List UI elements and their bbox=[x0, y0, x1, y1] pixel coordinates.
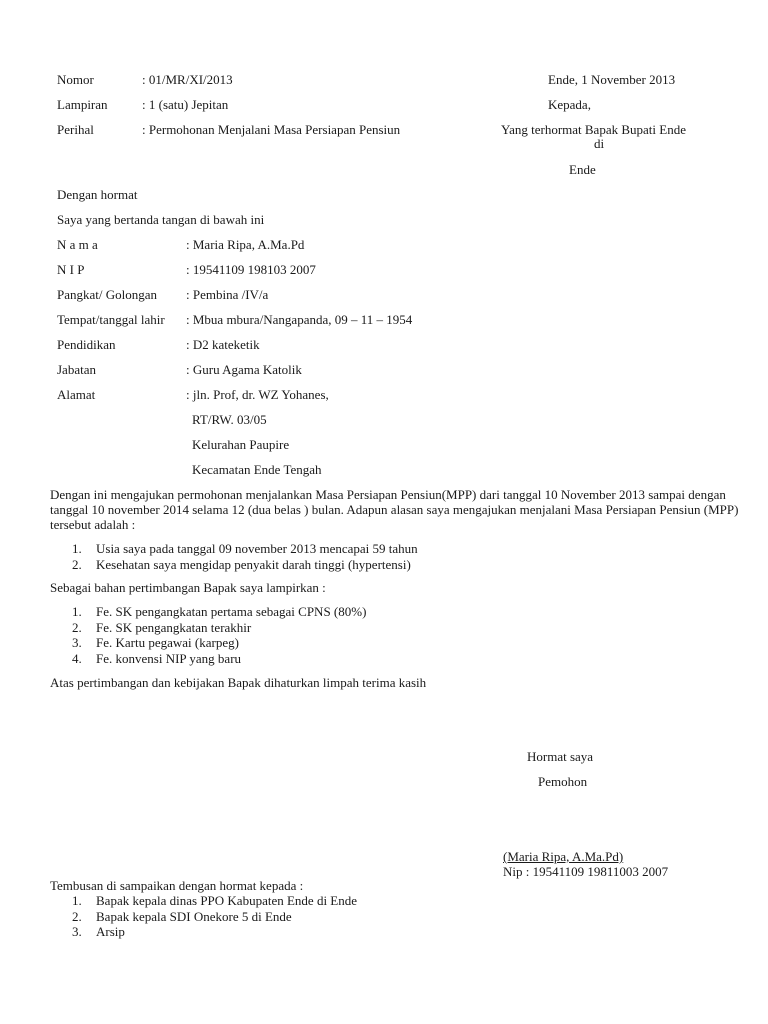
body-paragraph: Dengan ini mengajukan permohonan menjalankan Masa Persiapan Pensiun(MPP) dari tanggal 10 November 2013 sampai dengan tanggal 10 november 2014 selama 12 (dua belas ) bulan. Adapun alasan saya mengajukan menjalani Masa Persiapan Pensiun (MPP) tersebut adalah : bbox=[50, 487, 739, 532]
lampiran-value: : 1 (satu) Jepitan bbox=[142, 97, 229, 112]
list-number: 1. bbox=[72, 541, 82, 556]
list-number: 2. bbox=[72, 619, 82, 635]
list-number: 3. bbox=[72, 635, 82, 650]
cc-intro: Tembusan di sampaikan dengan hormat kepada : bbox=[50, 878, 304, 893]
list-item bbox=[50, 620, 366, 636]
addressee: Yang terhormat Bapak Bupati Ende bbox=[501, 122, 686, 137]
identity-label: Tempat/tanggal lahir bbox=[57, 312, 165, 327]
signature-name: (Maria Ripa, A.Ma.Pd) bbox=[503, 849, 624, 864]
nomor-value: : 01/MR/XI/2013 bbox=[142, 72, 233, 87]
identity-value: : 19541109 198103 2007 bbox=[186, 262, 316, 277]
list-number: 4. bbox=[72, 650, 82, 666]
list-number: 2. bbox=[72, 556, 82, 572]
nomor-label: Nomor bbox=[57, 72, 94, 87]
identity-label: Pangkat/ Golongan bbox=[57, 287, 158, 302]
list-text: Fe. SK pengangkatan terakhir bbox=[96, 619, 252, 635]
identity-value: : Guru Agama Katolik bbox=[186, 362, 302, 377]
signature-role: Pemohon bbox=[538, 774, 588, 789]
perihal-value: : Permohonan Menjalani Masa Persiapan Pensiun bbox=[142, 122, 401, 137]
list-text: Fe. konvensi NIP yang baru bbox=[96, 650, 242, 666]
address-line: RT/RW. 03/05 bbox=[192, 412, 267, 427]
list-text: Bapak kepala dinas PPO Kabupaten Ende di Ende bbox=[96, 893, 358, 908]
identity-label: Jabatan bbox=[57, 362, 96, 377]
list-item bbox=[50, 924, 357, 940]
list-text: Kesehatan saya mengidap penyakit darah tinggi (hypertensi) bbox=[96, 556, 411, 572]
identity-label: Pendidikan bbox=[57, 337, 116, 352]
identity-value: : Mbua mbura/Nangapanda, 09 – 11 – 1954 bbox=[186, 312, 413, 327]
addressee-di: di bbox=[594, 136, 605, 151]
list-text: Bapak kepala SDI Onekore 5 di Ende bbox=[96, 908, 292, 924]
signature-nip: Nip : 19541109 19811003 2007 bbox=[503, 864, 669, 879]
place-date: Ende, 1 November 2013 bbox=[548, 72, 676, 87]
identity-value: : jln. Prof, dr. WZ Yohanes, bbox=[186, 387, 329, 402]
list-text: Usia saya pada tanggal 09 november 2013 mencapai 59 tahun bbox=[96, 541, 418, 556]
address-line: Kelurahan Paupire bbox=[192, 437, 290, 452]
intro-text: Saya yang bertanda tangan di bawah ini bbox=[57, 212, 265, 227]
list-item bbox=[50, 557, 418, 573]
list-number: 2. bbox=[72, 908, 82, 924]
list-item bbox=[50, 541, 418, 557]
identity-value: : Pembina /IV/a bbox=[186, 287, 269, 302]
kepada-text: Kepada, bbox=[548, 97, 591, 112]
list-item bbox=[50, 893, 357, 909]
attachments-intro: Sebagai bahan pertimbangan Bapak saya lampirkan : bbox=[50, 580, 326, 595]
perihal-label: Perihal bbox=[57, 122, 94, 137]
list-text: Arsip bbox=[96, 924, 125, 939]
list-item bbox=[50, 604, 366, 620]
reasons-list bbox=[50, 541, 418, 572]
greeting: Dengan hormat bbox=[57, 187, 138, 202]
list-number: 3. bbox=[72, 924, 82, 939]
list-item bbox=[50, 909, 357, 925]
attachments-list bbox=[50, 604, 366, 666]
list-text: Fe. SK pengangkatan pertama sebagai CPNS (80%) bbox=[96, 604, 367, 619]
address-line: Kecamatan Ende Tengah bbox=[192, 462, 322, 477]
list-number: 1. bbox=[72, 893, 82, 908]
list-text: Fe. Kartu pegawai (karpeg) bbox=[96, 635, 239, 650]
identity-value: : Maria Ripa, A.Ma.Pd bbox=[186, 237, 305, 252]
identity-label: N I P bbox=[57, 262, 85, 277]
identity-value: : D2 kateketik bbox=[186, 337, 260, 352]
list-item bbox=[50, 635, 366, 651]
identity-label: N a m a bbox=[57, 237, 98, 252]
addressee-city: Ende bbox=[569, 162, 596, 177]
closing-text: Atas pertimbangan dan kebijakan Bapak dihaturkan limpah terima kasih bbox=[50, 675, 427, 690]
list-number: 1. bbox=[72, 604, 82, 619]
identity-label: Alamat bbox=[57, 387, 96, 402]
list-item bbox=[50, 651, 366, 667]
lampiran-label: Lampiran bbox=[57, 97, 108, 112]
cc-list bbox=[50, 893, 357, 940]
signature-regards: Hormat saya bbox=[527, 749, 594, 764]
